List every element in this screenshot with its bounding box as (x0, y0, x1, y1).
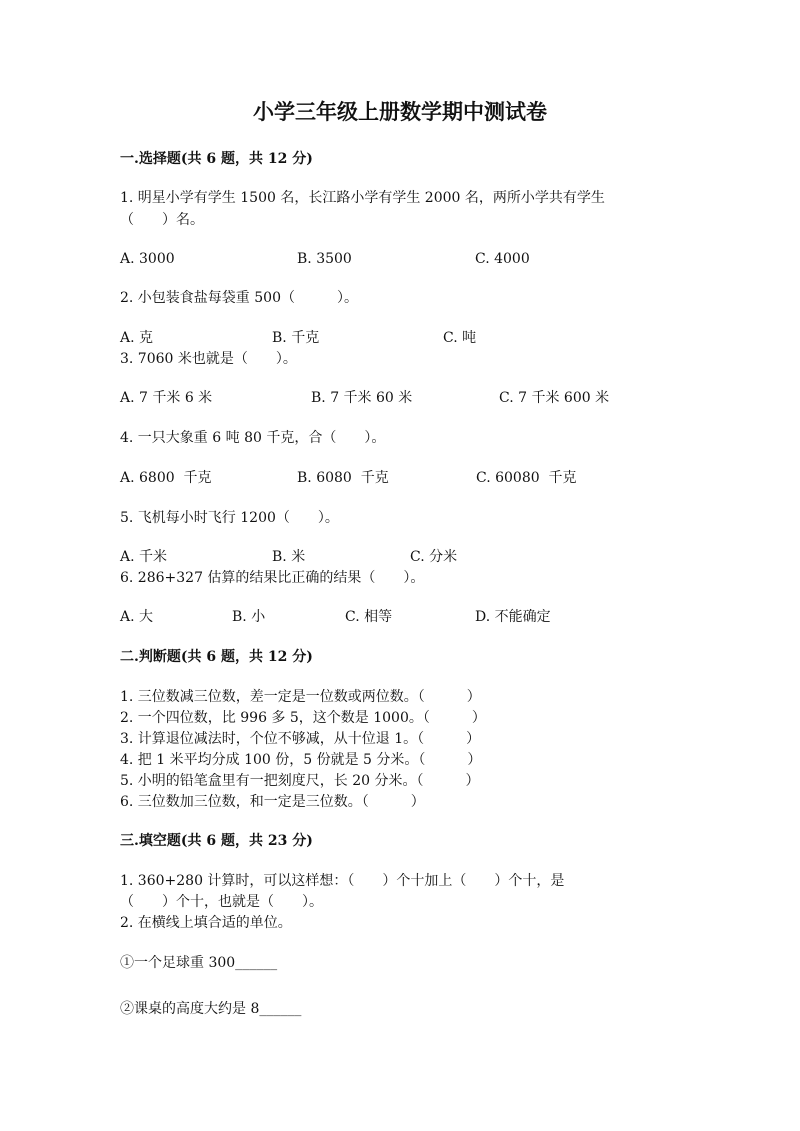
question-3-stem: 3. 7060 米也就是（ ）。 (120, 351, 297, 367)
question-1-stem: 1. 明星小学有学生 1500 名，长江路小学有学生 2000 名，两所小学共有学生 (120, 190, 605, 206)
question-2-stem: 2. 小包装食盐每袋重 500（ ）。 (120, 290, 358, 306)
question-5-option-c: C. 分米 (410, 549, 458, 565)
question-3-option-a: A. 7 千米 6 米 (120, 390, 213, 406)
question-5-option-a: A. 千米 (120, 549, 168, 565)
question-3-option-c: C. 7 千米 600 米 (499, 390, 610, 406)
judgement-item: 5. 小明的铅笔盒里有一把刻度尺，长 20 分米。（ ） (120, 773, 480, 789)
fill-in-line: ①一个足球重 300______ (120, 955, 278, 971)
question-4-option-c: C. 60080 千克 (476, 470, 577, 486)
judgement-item: 2. 一个四位数，比 996 多 5，这个数是 1000。（ ） (120, 710, 486, 726)
fill-in-line: 1. 360+280 计算时，可以这样想：（ ）个十加上（ ）个十，是 (120, 873, 565, 889)
question-2-option-a: A. 克 (120, 330, 154, 346)
fill-in-line: 2. 在横线上填合适的单位。 (120, 915, 292, 931)
section-heading-choice: 一.选择题(共 6 题，共 12 分) (120, 151, 313, 167)
question-1-option-c: C. 4000 (475, 251, 530, 267)
question-6-option-a: A. 大 (120, 609, 154, 625)
question-6-stem: 6. 286+327 估算的结果比正确的结果（ ）。 (120, 570, 425, 586)
question-4-stem: 4. 一只大象重 6 吨 80 千克，合（ ）。 (120, 430, 386, 446)
question-6-option-d: D. 不能确定 (475, 609, 551, 625)
section-heading-judgement: 二.判断题(共 6 题，共 12 分) (120, 649, 313, 665)
question-5-option-b: B. 米 (272, 549, 306, 565)
fill-in-line: （ ）个十，也就是（ ）。 (120, 894, 323, 910)
question-2-option-c: C. 吨 (443, 330, 477, 346)
page-title: 小学三年级上册数学期中测试卷 (253, 99, 547, 124)
question-1-stem-cont: （ ）名。 (120, 212, 204, 228)
question-6-option-c: C. 相等 (345, 609, 393, 625)
judgement-item: 3. 计算退位减法时，个位不够减，从十位退 1。（ ） (120, 731, 481, 747)
fill-in-line: ②课桌的高度大约是 8______ (120, 1001, 302, 1017)
judgement-item: 1. 三位数减三位数，差一定是一位数或两位数。（ ） (120, 689, 481, 705)
question-5-stem: 5. 飞机每小时飞行 1200（ ）。 (120, 510, 339, 526)
judgement-item: 4. 把 1 米平均分成 100 份，5 份就是 5 分米。（ ） (120, 752, 482, 768)
section-heading-fill-in: 三.填空题(共 6 题，共 23 分) (120, 833, 313, 849)
question-4-option-b: B. 6080 千克 (297, 470, 389, 486)
judgement-item: 6. 三位数加三位数，和一定是三位数。（ ） (120, 794, 425, 810)
question-1-option-b: B. 3500 (297, 251, 352, 267)
question-2-option-b: B. 千克 (272, 330, 320, 346)
question-1-option-a: A. 3000 (120, 251, 175, 267)
question-6-option-b: B. 小 (232, 609, 266, 625)
question-4-option-a: A. 6800 千克 (120, 470, 212, 486)
question-3-option-b: B. 7 千米 60 米 (311, 390, 413, 406)
